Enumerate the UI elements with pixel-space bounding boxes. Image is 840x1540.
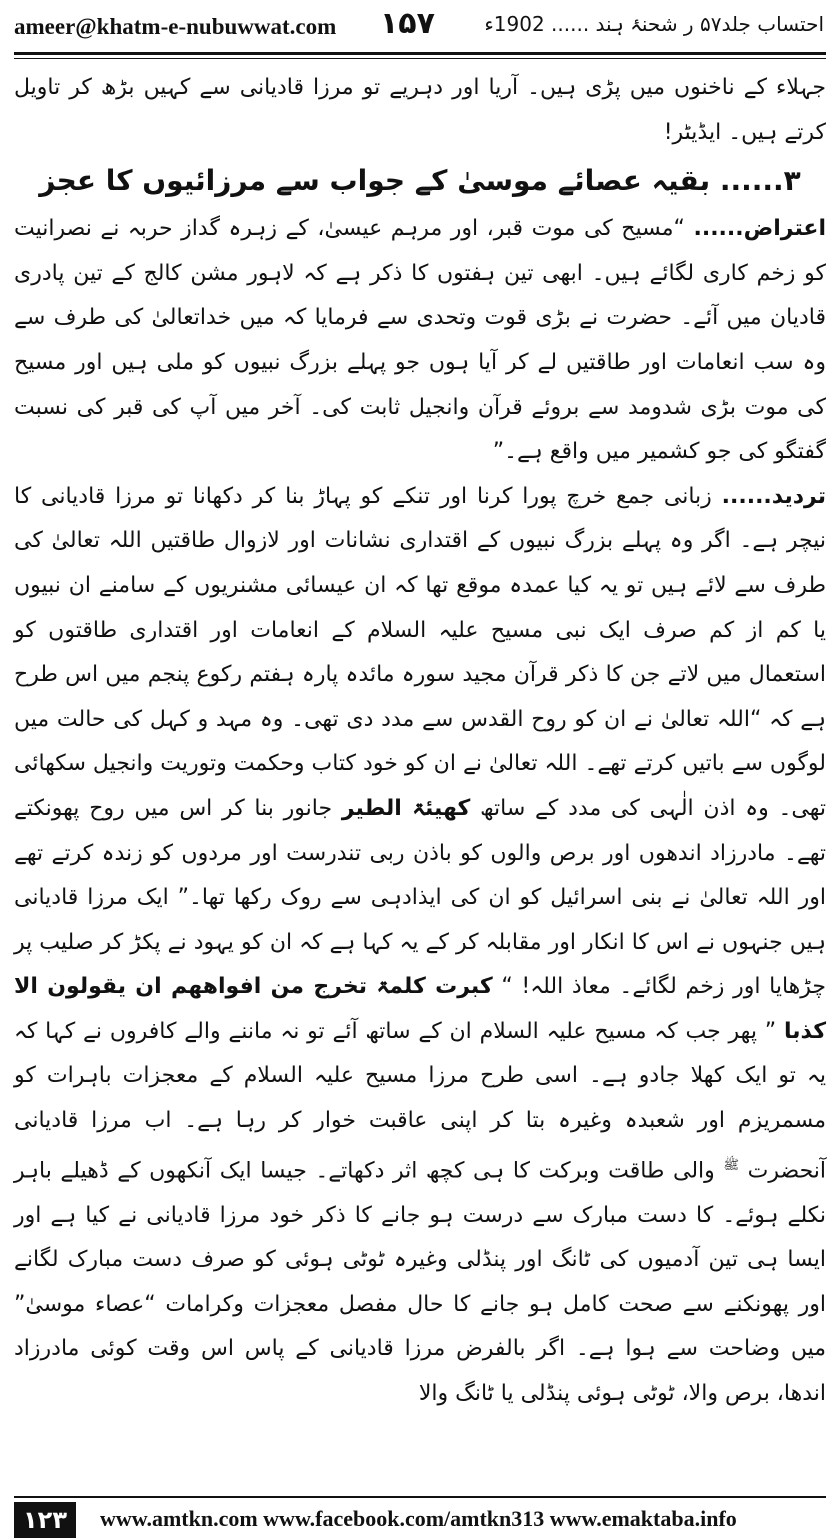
header-page-number: ۱۵۷ <box>380 6 435 41</box>
running-title: احتساب جلد۵۷ ر شحنۂ ہند ...... 1902ء <box>484 12 824 36</box>
rebuttal-text-3: ” پھر جب کہ مسیح علیہ السلام ان کے ساتھ آئے تو نہ ماننے والے کافروں نے کہا کہ یہ تو ایک کھلا جادو ہے۔ اسی طرح مرزا مسیح علیہ السلام کے معجزات باہرات کو مسمریزم اور شعبدہ وغیرہ بتا کر اپنی عاقبت خوار کر رہا ہے۔ اب مرزا قادیانی آنحضرت <box>14 1018 827 1183</box>
header-email[interactable]: ameer@khatm-e-nubuwwat.com <box>14 14 337 39</box>
page-footer <box>0 1496 840 1540</box>
rebuttal-text-4: والی طاقت وبرکت کا ہی کچھ اثر دکھاتے۔ جیسا ایک آنکھوں کے ڈھیلے باہر نکلے ہوئے۔ کا دست مبارک سے درست ہو جانے کا ذکر خود مرزا قادیانی نے کیا ہے اور ایسا ہی تین آدمیوں کی ٹانگ اور پنڈلی وغیرہ ٹوٹی ہوئی کو صرف دست مبارک لگانے اور پھونکنے سے صحت کامل ہو جانے کا حال مفصل معجزات وکرامات “عصاء موسیٰ” میں وضاحت سے ہوا ہے۔ اگر بالفرض مرزا قادیانی کے پاس اس وقت کوئی مادرزاد اندھا، برص والا، ٹوٹی ہوئی پنڈلی یا ٹانگ والا <box>14 1157 826 1406</box>
paragraph-continuation: جہلاء کے ناخنوں میں پڑی ہیں۔ آریا اور دہریے تو مرزا قادیانی سے کہیں بڑھ کر تاویل کرتے ہیں۔ ایڈیٹر! <box>14 75 826 145</box>
honorific-symbol: ﷺ <box>723 1157 740 1173</box>
objection-label: اعتراض...... <box>693 216 826 242</box>
header-rule-thick <box>14 52 826 55</box>
arabic-quote-1: کھیئۃ الطیر <box>341 795 471 821</box>
paragraph-objection <box>14 207 826 475</box>
rebuttal-text-1: زبانی جمع خرچ پورا کرنا اور تنکے کو پہاڑ بنا کر دکھانا تو مرزا قادیانی کا نیچر ہے۔ اگر وہ پہلے بزرگ نبیوں کے اقتداری نشانات اور لازوال طاقتیں اللہ تعالیٰ کی طرف سے لائے ہیں تو یہ کیا عمدہ موقع تھا کہ ان عیسائی مشنریوں کے سامنے ان نبیوں یا کم از کم صرف ایک نبی مسیح علیہ السلام کے انعامات اور اقتداری طاقتوں کو استعمال میں لاتے جن کا ذکر قرآن مجید سورہ مائدہ پارہ ہفتم رکوع پنجم میں اس طرح ہے کہ “اللہ تعالیٰ نے ان کو روح القدس سے مدد دی تھی۔ وہ مہد و کہل کی حالت میں لوگوں سے باتیں کرتے تھے۔ اللہ تعالیٰ نے ان کو خود کتاب وحکمت وتوریت وانجیل سکھائی تھی۔ وہ اذن الٰہی کی مدد کے ساتھ <box>14 483 827 821</box>
rebuttal-label: تردید...... <box>721 483 826 509</box>
body-text <box>14 66 826 1417</box>
objection-text: “مسیح کی موت قبر، اور مرہم عیسیٰ، کے زہرہ گداز حربہ نے نصرانیت کو زخم کاری لگائے ہیں۔ ابھی تین ہفتوں کا ذکر ہے کہ لاہور مشن کالج کے تین پادری قادیان میں آئے۔ حضرت نے بڑی قوت وتحدی سے فرمایا کہ میں خداتعالیٰ کی طرف سے وہ سب انعامات اور طاقتیں لے کر آیا ہوں جو پہلے بزرگ نبیوں کو ملی ہیں اور مسیح کی موت بڑی شدومد سے بروئے قرآن وانجیل ثابت کی۔ آخر میں آپ کی قبر کی نسبت گفتگو کی جو کشمیر میں واقع ہے۔” <box>14 216 826 465</box>
section-heading: ۳...... بقیہ عصائے موسیٰ کے جواب سے مرزائیوں کا عجز <box>39 164 801 198</box>
footer-rule <box>14 1496 826 1498</box>
header-rule-thin <box>14 58 826 59</box>
rebuttal-text-2: جانور بنا کر اس میں روح پھونکتے تھے۔ مادرزاد اندھوں اور برص والوں کو باذن ربی تندرست اور مردوں کو زندہ کرتے تھے اور اللہ تعالیٰ نے بنی اسرائیل کو ان کی ایذادہی سے روک رکھا تھا۔” ایک مرزا قادیانی ہیں جنہوں نے اس کا انکار اور مقابلہ کر کے یہ کہا ہے کہ ان کو یہود نے پکڑ کر صلیب پر چڑھایا اور زخم لگائے۔ معاذ اللہ! “ <box>14 795 826 1000</box>
footer-page-number: ۱۲۳ <box>14 1502 76 1538</box>
page-header <box>0 0 840 58</box>
arabic-quote-2: کبرت کلمۃ تخرج من افواھھم ان یقولون الا کذبا <box>14 974 826 1044</box>
footer-websites[interactable]: www.amtkn.com www.facebook.com/amtkn313 www.emaktaba.info <box>100 1506 737 1531</box>
paragraph-rebuttal <box>14 475 826 1417</box>
